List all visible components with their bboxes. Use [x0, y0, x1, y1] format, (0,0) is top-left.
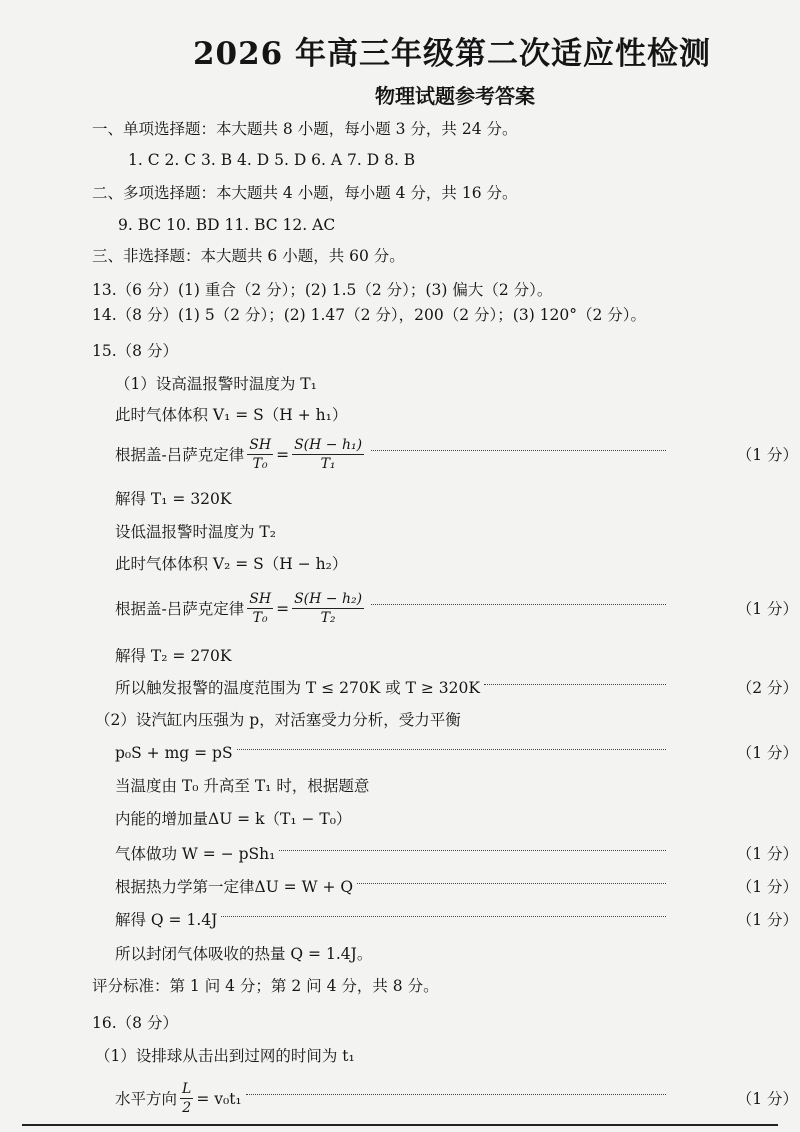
- q15-line-1: （1）设高温报警时温度为 T₁: [115, 375, 317, 393]
- question-16-header: 16.（8 分）: [92, 1014, 178, 1032]
- q15-line-5: 设低温报警时温度为 T₂: [115, 523, 276, 541]
- q16-direction-label: 水平方向: [115, 1089, 178, 1108]
- q15-line-10: （2）设汽缸内压强为 p，对活塞受力分析，受力平衡: [95, 711, 461, 729]
- fraction-denominator: T₂: [320, 610, 336, 626]
- score-label: （1 分）: [736, 845, 798, 863]
- fraction: [247, 590, 273, 627]
- q15-work-text: 气体做功 W = − pSh₁: [115, 845, 276, 863]
- fraction-denominator: T₀: [252, 456, 268, 472]
- fraction-numerator: L: [182, 1081, 192, 1097]
- fraction-denominator: T₀: [252, 610, 268, 626]
- q15-line-2: 此时气体体积 V₁ = S（H + h₁）: [115, 406, 348, 424]
- leader-dots: [371, 604, 666, 605]
- leader-dots: [279, 850, 666, 851]
- fraction-denominator: 2: [182, 1100, 192, 1116]
- q15-range-text: 所以触发报警的温度范围为 T ≤ 270K 或 T ≥ 320K: [115, 679, 480, 697]
- q15-line-4: 解得 T₁ = 320K: [115, 490, 232, 508]
- fraction: [292, 590, 364, 627]
- score-label: （1 分）: [736, 744, 798, 762]
- score-label: （1 分）: [736, 599, 798, 618]
- score-label: （1 分）: [736, 878, 798, 896]
- q15-line-14: [115, 843, 798, 865]
- q15-line-9: [115, 677, 798, 699]
- q15-line-8: 解得 T₂ = 270K: [115, 647, 232, 665]
- score-label: （1 分）: [736, 1089, 798, 1108]
- fraction-numerator: S(H − h₁): [294, 437, 363, 453]
- q15-line-3: 根据盖-吕萨克定律 $\frac{SH}{\text{T₀}}$ = $\frac{\text{S(H − h₁)}}{\text{T₁}}$ （1 分）: [115, 437, 798, 472]
- q15-equation: p₀S + mg = pS: [115, 744, 233, 762]
- q15-first-law-text: 根据热力学第一定律ΔU = W + Q: [115, 878, 354, 896]
- fraction-numerator: SH: [249, 591, 272, 607]
- leader-dots: [371, 450, 666, 451]
- leader-dots: [246, 1094, 666, 1095]
- fraction-numerator: SH: [249, 437, 272, 453]
- q16-line-2: [115, 1080, 798, 1117]
- score-label: （1 分）: [736, 445, 798, 464]
- q15-line-17: 所以封闭气体吸收的热量 Q = 1.4J。: [115, 945, 373, 963]
- q15-line-13: 内能的增加量ΔU = k（T₁ − T₀）: [115, 810, 352, 828]
- leader-dots: [484, 684, 666, 685]
- fraction: [247, 436, 273, 473]
- leader-dots: [221, 916, 666, 917]
- score-label: （2 分）: [736, 679, 798, 697]
- section-1-title: 一、单项选择题：本大题共 8 小题，每小题 3 分，共 24 分。: [92, 120, 518, 138]
- fraction-numerator: S(H − h₂): [294, 591, 363, 607]
- page-bottom-rule: [22, 1124, 778, 1126]
- q15-scoring-standard: 评分标准：第 1 问 4 分；第 2 问 4 分，共 8 分。: [92, 977, 439, 995]
- q15-line-12: 当温度由 T₀ 升高至 T₁ 时，根据题意: [115, 777, 370, 795]
- q15-line-11: [115, 742, 798, 764]
- score-label: （1 分）: [736, 911, 798, 929]
- fraction-denominator: T₁: [320, 456, 336, 472]
- section-2-answers: 9. BC 10. BD 11. BC 12. AC: [118, 216, 336, 234]
- q16-line-1: （1）设排球从击出到过网的时间为 t₁: [95, 1047, 355, 1065]
- section-3-title: 三、非选择题：本大题共 6 小题，共 60 分。: [92, 247, 405, 265]
- section-1-answers: 1. C 2. C 3. B 4. D 5. D 6. A 7. D 8. B: [128, 151, 416, 169]
- q15-result-text: 解得 Q = 1.4J: [115, 911, 218, 929]
- page-title: 2026 年高三年级第二次适应性检测: [192, 36, 712, 72]
- q15-line-16: [115, 909, 798, 931]
- fraction: [180, 1080, 193, 1117]
- q16-equation: = v₀t₁: [196, 1089, 242, 1108]
- question-15-header: 15.（8 分）: [92, 342, 178, 360]
- q15-line-7: 根据盖-吕萨克定律 $\frac{SH}{\text{T₀}}$ = $\frac{\text{S(H − h₂)}}{\text{T₂}}$ （1 分）: [115, 591, 798, 626]
- leader-dots: [237, 749, 666, 750]
- q15-law-label: 根据盖-吕萨克定律: [115, 445, 245, 464]
- fraction: [292, 436, 364, 473]
- page-subtitle: 物理试题参考答案: [375, 84, 535, 108]
- q15-line-15: [115, 876, 798, 898]
- leader-dots: [357, 883, 666, 884]
- question-13-answer: 13.（6 分）(1) 重合（2 分）；(2) 1.5（2 分）；(3) 偏大（2 分）。: [92, 281, 553, 299]
- section-2-title: 二、多项选择题：本大题共 4 小题，每小题 4 分，共 16 分。: [92, 184, 518, 202]
- q15-line-6: 此时气体体积 V₂ = S（H − h₂）: [115, 555, 348, 573]
- q15-law-label: 根据盖-吕萨克定律: [115, 599, 245, 618]
- question-14-answer: 14.（8 分）(1) 5（2 分）；(2) 1.47（2 分），200（2 分）；(3) 120°（2 分）。: [92, 306, 647, 324]
